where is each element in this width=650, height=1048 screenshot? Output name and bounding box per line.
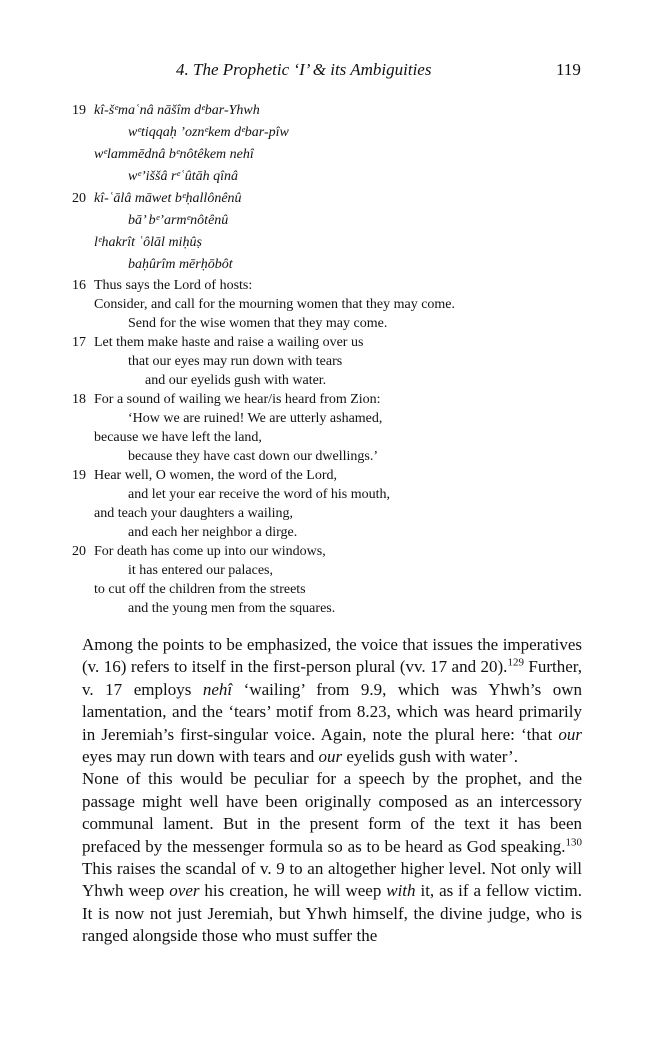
translation-line: For death has come up into our windows, (94, 544, 326, 559)
translation-line: For a sound of wailing we hear/is heard from Zion: (94, 392, 381, 407)
running-title: 4. The Prophetic ‘I’ & its Ambiguities (176, 60, 432, 79)
translation-line: and each her neighbor a dirge. (128, 525, 298, 540)
transliteration-line: wᵉ’iššâ rᵉʿûtāh qînâ (128, 169, 239, 184)
verse-number: 17 (72, 335, 86, 350)
transliteration-line: kî-ʿālâ māwet bᵉḥallônênû (94, 191, 242, 206)
verse-number: 20 (72, 191, 86, 206)
translation-line: Thus says the Lord of hosts: (94, 278, 253, 293)
transliteration-line: wᵉtiqqaḥ ’oznᵉkem dᵉbar-pîw (128, 125, 289, 140)
translation-line: Let them make haste and raise a wailing over us (94, 335, 364, 350)
transliteration-line: bā’ bᵉ’armᵉnôtênû (128, 213, 229, 228)
translation-line: Hear well, O women, the word of the Lord, (94, 468, 337, 483)
translation-line: because we have left the land, (94, 430, 262, 445)
translation-line: and teach your daughters a wailing, (94, 506, 294, 521)
transliteration-line: wᵉlammēdnâ bᵉnôtêkem nehî (94, 147, 254, 162)
translation-line: and our eyelids gush with water. (145, 373, 327, 388)
verse-number: 18 (72, 392, 86, 407)
page-number: 119 (556, 60, 581, 79)
translation-line: that our eyes may run down with tears (128, 354, 343, 369)
translation-line: ‘How we are ruined! We are utterly ashamed, (128, 411, 383, 426)
translation-line: to cut off the children from the streets (94, 582, 306, 597)
verse-number: 16 (72, 278, 86, 293)
running-header (0, 60, 650, 86)
translation-line: it has entered our palaces, (128, 563, 273, 578)
footnote-ref[interactable]: 129 (507, 656, 524, 669)
paragraph: Among the points to be emphasized, the voice that issues the imperatives (v. 16) refers to itself in the first-person plural (vv. 17 and 20).$^{129}$ Further, v. 17 employs nehî ‘wailing’ from 9.9, which was Yhwh’s own lamentation, and the ‘tears’ motif from 8.23, which was heard primarily in Jeremiah’s first-singular voice. Again, note the plural here: ‘that our eyes may run down with tears and our eyelids gush with water’. (82, 635, 582, 767)
translation-line: and the young men from the squares. (128, 601, 336, 616)
verse-number: 20 (72, 544, 86, 559)
body-text (82, 634, 582, 948)
translation-line: because they have cast down our dwellings.’ (128, 449, 378, 464)
translation-line: and let your ear receive the word of his mouth, (128, 487, 391, 502)
translation-line: Consider, and call for the mourning women that they may come. (94, 297, 456, 312)
verse-number: 19 (72, 103, 86, 118)
verse-number: 19 (72, 468, 86, 483)
transliteration-line: baḥûrîm mērḥōbôt (128, 257, 233, 272)
footnote-ref[interactable]: 130 (565, 836, 582, 848)
translation-line: Send for the wise women that they may come. (128, 316, 388, 331)
transliteration-line: kî-šᵉmaʿnâ nāšîm dᵉbar-Yhwh (94, 103, 260, 118)
transliteration-line: lᵉhakrît ʿôlāl miḥûṣ (94, 235, 202, 250)
paragraph: None of this would be peculiar for a speech by the prophet, and the passage might well have been originally composed as an intercessory communal lament. But in the present form of the text it has been prefaced by the messenger formula so as to be heard as God speaking.$^{130}$ This raises the scandal of v. 9 to an altogether higher level. Not only will Yhwh weep over his creation, he will weep with it, as if a fellow victim. It is now not just Jeremiah, but Yhwh himself, the divine judge, who is ranged alongside those who must suffer the (82, 769, 583, 946)
